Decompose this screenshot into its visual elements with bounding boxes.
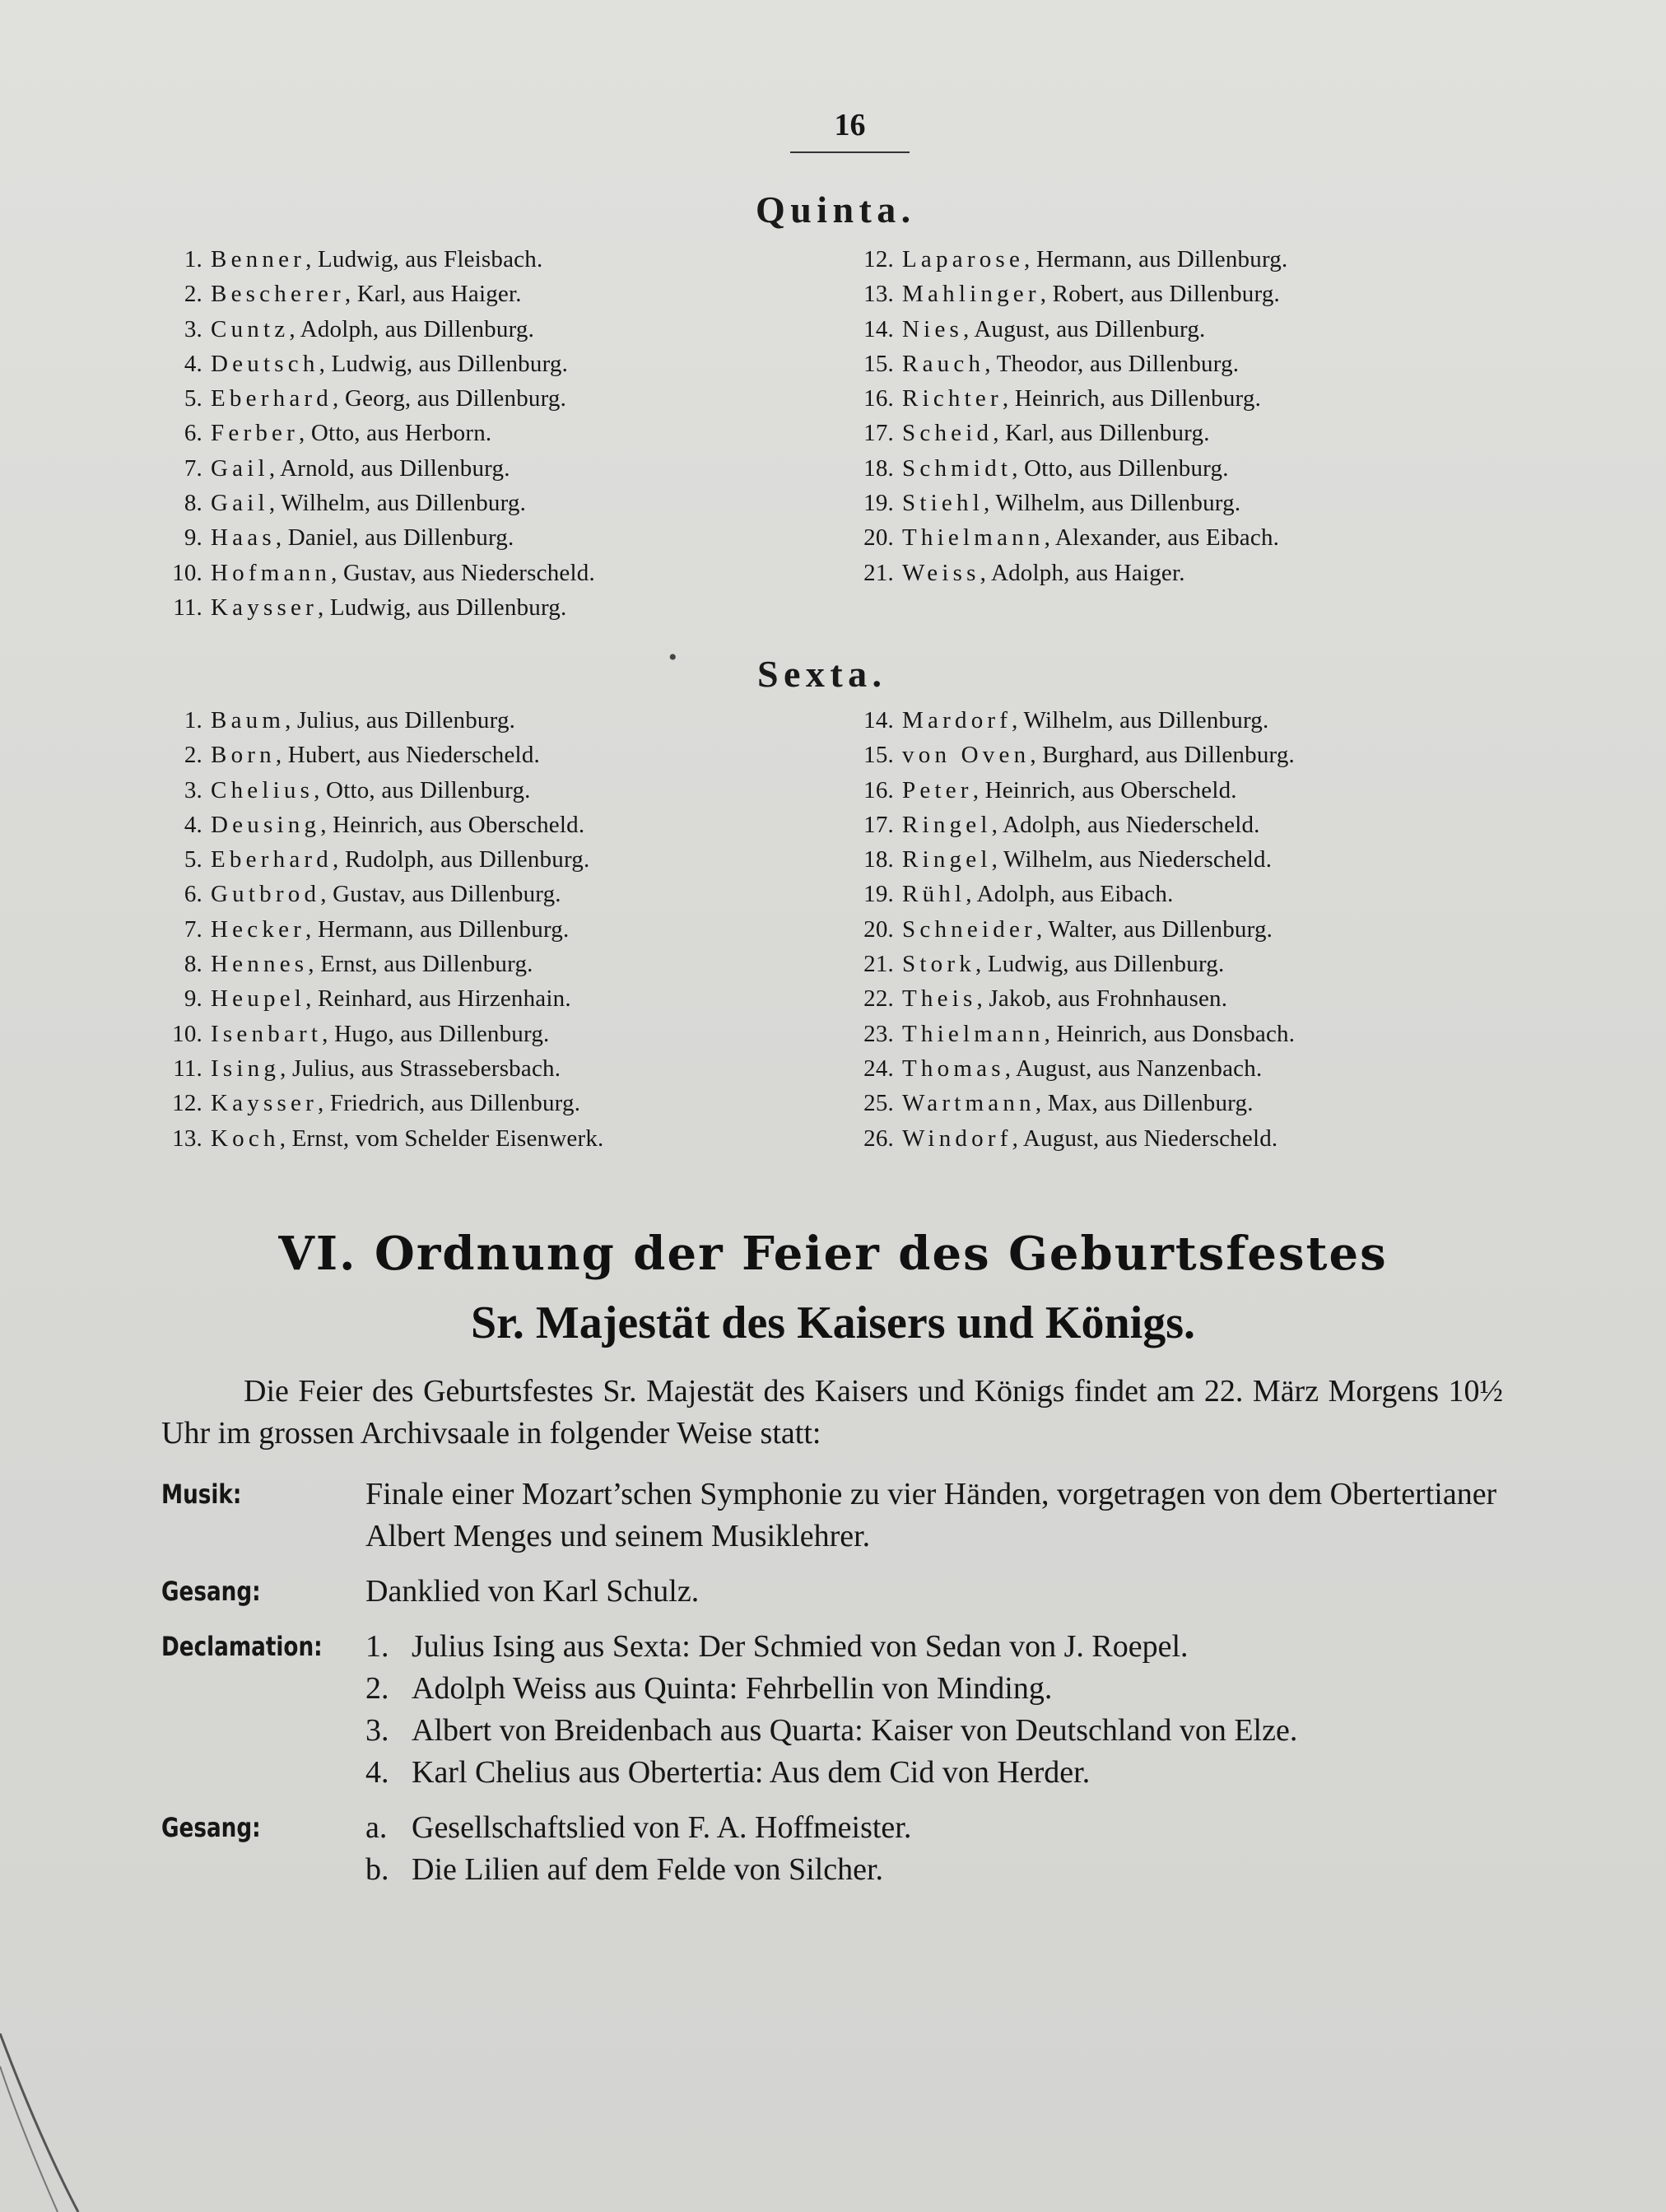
program-label: Declamation:: [161, 1631, 323, 1662]
student-details: , Rudolph, aus Dillenburg.: [333, 846, 590, 873]
entry-number: 24.: [863, 1055, 894, 1082]
entry-number: 9.: [184, 524, 202, 552]
entry-number: 11.: [173, 1055, 202, 1082]
student-details: , August, aus Nanzenbach.: [1004, 1055, 1263, 1082]
student-details: , Wilhelm, aus Niederscheld.: [991, 846, 1273, 873]
program-items: [365, 1571, 1508, 1613]
student-surname: Kaysser: [211, 594, 318, 621]
program-item: [365, 1710, 1508, 1752]
entry-number: 25.: [863, 1090, 894, 1117]
entry-number: 15.: [863, 742, 894, 769]
quinta-list-left: [155, 242, 595, 625]
sexta-list-left: [155, 703, 603, 1156]
student-details: , Robert, aus Dillenburg.: [1040, 281, 1280, 308]
student-entry: [155, 1017, 603, 1051]
student-details: , Julius, aus Dillenburg.: [285, 707, 516, 733]
student-entry: [846, 1121, 1295, 1156]
student-surname: Hennes: [211, 951, 309, 978]
student-surname: Schneider: [902, 915, 1036, 943]
entry-number: 2.: [184, 281, 202, 308]
student-details: , Ernst, vom Schelder Eisenwerk.: [279, 1125, 604, 1152]
entry-number: 6.: [184, 420, 202, 447]
student-details: , Gustav, aus Niederscheld.: [331, 559, 595, 586]
student-surname: Scheid: [902, 420, 994, 447]
student-surname: Weiss: [902, 559, 980, 586]
student-surname: Schmidt: [902, 454, 1012, 482]
student-details: , Daniel, aus Dillenburg.: [275, 524, 514, 552]
section-vi-heading: VI. Ordnung der Feier des Geburtsfestes: [278, 1227, 1388, 1281]
student-details: , Otto, aus Dillenburg.: [314, 776, 531, 803]
program-item-text: Karl Chelius aus Obertertia: Aus dem Cid von Herder.: [412, 1755, 1091, 1790]
student-surname: Heupel: [211, 985, 306, 1013]
entry-number: 4.: [184, 350, 202, 377]
student-surname: Gail: [211, 490, 269, 517]
entry-number: 2.: [184, 742, 202, 769]
program-item-number: 4.: [365, 1755, 389, 1790]
student-details: , Wilhelm, aus Dillenburg.: [268, 490, 527, 517]
program-label: Musik:: [161, 1479, 242, 1510]
entry-number: 17.: [863, 811, 894, 838]
student-surname: Ringel: [902, 846, 992, 873]
student-details: , Heinrich, aus Donsbach.: [1044, 1020, 1296, 1047]
page-number: 16: [790, 107, 910, 153]
section-vi-subheading: Sr. Majestät des Kaisers und Königs.: [470, 1297, 1195, 1348]
student-details: , Otto, aus Dillenburg.: [1012, 454, 1229, 482]
student-surname: Rauch: [902, 350, 985, 377]
student-details: , Adolph, aus Haiger.: [980, 559, 1185, 586]
student-details: , August, aus Dillenburg.: [963, 315, 1206, 342]
program-item: [365, 1571, 1508, 1613]
student-entry: [155, 347, 595, 381]
student-entry: [155, 773, 603, 808]
program-item-text: Julius Ising aus Sexta: Der Schmied von Sedan von J. Roepel.: [412, 1629, 1189, 1664]
student-surname: Nies: [902, 315, 964, 342]
student-entry: [155, 416, 595, 450]
student-entry: [846, 912, 1295, 947]
student-details: , Heinrich, aus Oberscheld.: [320, 811, 585, 838]
student-details: , Karl, aus Haiger.: [344, 281, 522, 308]
quinta-list-right: [846, 242, 1287, 590]
student-entry: [155, 981, 603, 1016]
student-surname: von Oven: [902, 742, 1031, 769]
student-surname: Theis: [902, 985, 977, 1013]
entry-number: 7.: [184, 915, 202, 943]
student-entry: [155, 703, 603, 738]
student-entry: [155, 947, 603, 981]
student-details: , Ludwig, aus Dillenburg.: [975, 951, 1225, 978]
entry-number: 3.: [184, 315, 202, 342]
student-entry: [846, 842, 1295, 877]
student-entry: [155, 277, 595, 311]
student-details: , Georg, aus Dillenburg.: [333, 385, 567, 412]
student-details: , Wilhelm, aus Dillenburg.: [1012, 707, 1269, 733]
entry-number: 19.: [863, 881, 894, 908]
student-surname: Bescherer: [211, 281, 345, 308]
student-entry: [155, 738, 603, 772]
student-details: , Ludwig, aus Dillenburg.: [317, 594, 567, 621]
student-details: , Reinhard, aus Hirzenhain.: [305, 985, 571, 1013]
student-details: , Jakob, aus Frohnhausen.: [976, 985, 1228, 1013]
entry-number: 1.: [184, 707, 202, 733]
student-details: , Adolph, aus Dillenburg.: [289, 315, 535, 342]
student-surname: Born: [211, 742, 276, 769]
program-list: [161, 1474, 1508, 1904]
student-entry: [155, 1121, 603, 1156]
entry-number: 5.: [184, 846, 202, 873]
student-surname: Wartmann: [902, 1090, 1035, 1117]
entry-number: 14.: [863, 707, 894, 733]
student-entry: [155, 912, 603, 947]
entry-number: 17.: [863, 420, 894, 447]
student-entry: [846, 773, 1295, 808]
student-details: , Wilhelm, aus Dillenburg.: [984, 490, 1241, 517]
student-entry: [846, 877, 1295, 911]
program-item: [365, 1752, 1508, 1794]
student-surname: Gutbrod: [211, 881, 321, 908]
entry-number: 26.: [863, 1125, 894, 1152]
entry-number: 11.: [173, 594, 202, 621]
entry-number: 9.: [184, 985, 202, 1013]
entry-number: 20.: [863, 915, 894, 943]
program-item-text: Albert von Breidenbach aus Quarta: Kaiser von Deutschland von Elze.: [412, 1713, 1298, 1748]
entry-number: 21.: [863, 559, 894, 586]
program-row: [161, 1807, 1508, 1891]
student-entry: [846, 242, 1287, 277]
entry-number: 22.: [863, 985, 894, 1013]
program-items: [365, 1626, 1508, 1794]
student-details: , Hermann, aus Dillenburg.: [305, 915, 570, 943]
student-entry: [155, 242, 595, 277]
page-corner-fold: [0, 2033, 91, 2212]
program-item-text: Gesellschaftslied von F. A. Hoffmeister.: [412, 1810, 912, 1845]
student-surname: Benner: [211, 246, 306, 272]
student-details: , Theodor, aus Dillenburg.: [984, 350, 1240, 377]
student-surname: Thielmann: [902, 1020, 1045, 1047]
student-details: , Adolph, aus Niederscheld.: [991, 811, 1260, 838]
student-details: , Julius, aus Strassebersbach.: [280, 1055, 561, 1082]
entry-number: 8.: [184, 951, 202, 978]
student-surname: Thomas: [902, 1055, 1005, 1082]
student-entry: [155, 381, 595, 416]
entry-number: 4.: [184, 811, 202, 838]
student-entry: [155, 556, 595, 590]
entry-number: 8.: [184, 490, 202, 517]
student-surname: Laparose: [902, 246, 1025, 272]
student-entry: [155, 1086, 603, 1120]
program-item: [365, 1668, 1508, 1710]
student-details: , Hubert, aus Niederscheld.: [275, 742, 540, 769]
sexta-list-right: [846, 703, 1295, 1156]
program-item: [365, 1626, 1508, 1668]
entry-number: 14.: [863, 315, 894, 342]
student-entry: [155, 451, 595, 486]
entry-number: 21.: [863, 951, 894, 978]
student-entry: [846, 347, 1287, 381]
program-item-number: a.: [365, 1810, 388, 1845]
student-entry: [846, 1017, 1295, 1051]
student-entry: [155, 1051, 603, 1086]
student-surname: Chelius: [211, 776, 314, 803]
entry-number: 10.: [172, 559, 202, 586]
student-details: , Otto, aus Herborn.: [299, 420, 492, 447]
entry-number: 12.: [863, 246, 894, 272]
student-entry: [846, 981, 1295, 1016]
entry-number: 19.: [863, 490, 894, 517]
program-item: [365, 1849, 1508, 1891]
student-surname: Peter: [902, 776, 973, 803]
student-entry: [846, 451, 1287, 486]
program-item-text: Adolph Weiss aus Quinta: Fehrbellin von Minding.: [412, 1671, 1053, 1706]
program-label: Gesang:: [161, 1812, 261, 1843]
student-details: , Heinrich, aus Dillenburg.: [1002, 385, 1262, 412]
program-row: [161, 1474, 1508, 1558]
program-item: [365, 1807, 1508, 1849]
student-entry: [846, 556, 1287, 590]
student-surname: Hecker: [211, 915, 306, 943]
student-details: , Ernst, aus Dillenburg.: [308, 951, 533, 978]
program-item-text: Danklied von Karl Schulz.: [365, 1574, 700, 1609]
student-details: , Hermann, aus Dillenburg.: [1024, 246, 1288, 272]
student-details: , Max, aus Dillenburg.: [1035, 1090, 1254, 1117]
student-surname: Ferber: [211, 420, 300, 447]
student-surname: Deutsch: [211, 350, 319, 377]
student-entry: [846, 1051, 1295, 1086]
student-surname: Mahlinger: [902, 281, 1040, 308]
student-details: , Ludwig, aus Dillenburg.: [319, 350, 569, 377]
student-details: , Friedrich, aus Dillenburg.: [317, 1090, 581, 1117]
student-entry: [846, 738, 1295, 772]
student-surname: Eberhard: [211, 385, 333, 412]
student-surname: Hofmann: [211, 559, 332, 586]
entry-number: 5.: [184, 385, 202, 412]
entry-number: 16.: [863, 776, 894, 803]
student-surname: Eberhard: [211, 846, 333, 873]
program-row: [161, 1571, 1508, 1613]
student-details: , Alexander, aus Eibach.: [1044, 524, 1280, 552]
entry-number: 23.: [863, 1020, 894, 1047]
speck-mark: •: [668, 644, 677, 671]
program-item-number: 2.: [365, 1671, 389, 1706]
student-surname: Isenbart: [211, 1020, 323, 1047]
student-surname: Gail: [211, 454, 269, 482]
student-surname: Ising: [211, 1055, 281, 1082]
student-entry: [155, 520, 595, 555]
student-entry: [846, 277, 1287, 311]
student-surname: Deusing: [211, 811, 321, 838]
student-surname: Cuntz: [211, 315, 290, 342]
student-surname: Mardorf: [902, 707, 1012, 733]
program-item: [365, 1474, 1508, 1558]
student-details: , Walter, aus Dillenburg.: [1035, 915, 1273, 943]
student-details: , Karl, aus Dillenburg.: [993, 420, 1210, 447]
student-surname: Richter: [902, 385, 1003, 412]
student-entry: [846, 808, 1295, 842]
quinta-title: Quinta.: [756, 189, 916, 231]
student-entry: [846, 1086, 1295, 1120]
entry-number: 10.: [172, 1020, 202, 1047]
student-entry: [846, 381, 1287, 416]
entry-number: 12.: [172, 1090, 202, 1117]
entry-number: 3.: [184, 776, 202, 803]
program-item-number: 1.: [365, 1629, 389, 1664]
student-surname: Rühl: [902, 881, 966, 908]
entry-number: 13.: [172, 1125, 202, 1152]
entry-number: 7.: [184, 454, 202, 482]
student-entry: [846, 947, 1295, 981]
program-item-text: Die Lilien auf dem Felde von Silcher.: [412, 1852, 884, 1887]
student-details: , Adolph, aus Eibach.: [966, 881, 1174, 908]
student-entry: [155, 312, 595, 347]
student-entry: [155, 842, 603, 877]
program-item-number: 3.: [365, 1713, 389, 1748]
program-item-text: Finale einer Mozart’schen Symphonie zu vier Händen, vorgetragen von dem Obertertianer Albert Menges und seinem Musiklehrer.: [365, 1477, 1497, 1553]
student-surname: Stork: [902, 951, 975, 978]
student-details: , August, aus Niederscheld.: [1012, 1125, 1278, 1152]
student-entry: [846, 520, 1287, 555]
entry-number: 6.: [184, 881, 202, 908]
student-surname: Kaysser: [211, 1090, 318, 1117]
student-entry: [846, 486, 1287, 520]
student-surname: Windorf: [902, 1125, 1012, 1152]
entry-number: 13.: [863, 281, 894, 308]
student-entry: [155, 590, 595, 625]
entry-number: 18.: [863, 454, 894, 482]
program-row: [161, 1626, 1508, 1794]
program-item-number: b.: [365, 1852, 389, 1887]
student-entry: [155, 808, 603, 842]
student-details: , Arnold, aus Dillenburg.: [268, 454, 510, 482]
student-entry: [846, 312, 1287, 347]
student-entry: [846, 703, 1295, 738]
student-details: , Ludwig, aus Fleisbach.: [305, 246, 543, 272]
student-details: , Burghard, aus Dillenburg.: [1030, 742, 1296, 769]
student-entry: [155, 877, 603, 911]
student-surname: Koch: [211, 1125, 280, 1152]
student-details: , Heinrich, aus Oberscheld.: [972, 776, 1237, 803]
student-surname: Haas: [211, 524, 276, 552]
student-details: , Hugo, aus Dillenburg.: [322, 1020, 550, 1047]
student-details: , Gustav, aus Dillenburg.: [320, 881, 561, 908]
entry-number: 15.: [863, 350, 894, 377]
entry-number: 1.: [184, 246, 202, 272]
student-entry: [155, 486, 595, 520]
student-surname: Ringel: [902, 811, 992, 838]
student-surname: Stiehl: [902, 490, 984, 517]
program-items: [365, 1474, 1508, 1558]
entry-number: 18.: [863, 846, 894, 873]
entry-number: 20.: [863, 524, 894, 552]
student-surname: Thielmann: [902, 524, 1045, 552]
entry-number: 16.: [863, 385, 894, 412]
student-entry: [846, 416, 1287, 450]
sexta-title: Sexta.: [757, 653, 887, 695]
student-surname: Baum: [211, 707, 286, 733]
program-items: [365, 1807, 1508, 1891]
intro-paragraph: Die Feier des Geburtsfestes Sr. Majestät des Kaisers und Königs findet am 22. März Morgens 10½ Uhr im grossen Archivsaale in folgender Weise statt:: [161, 1374, 1503, 1451]
program-label: Gesang:: [161, 1576, 261, 1607]
